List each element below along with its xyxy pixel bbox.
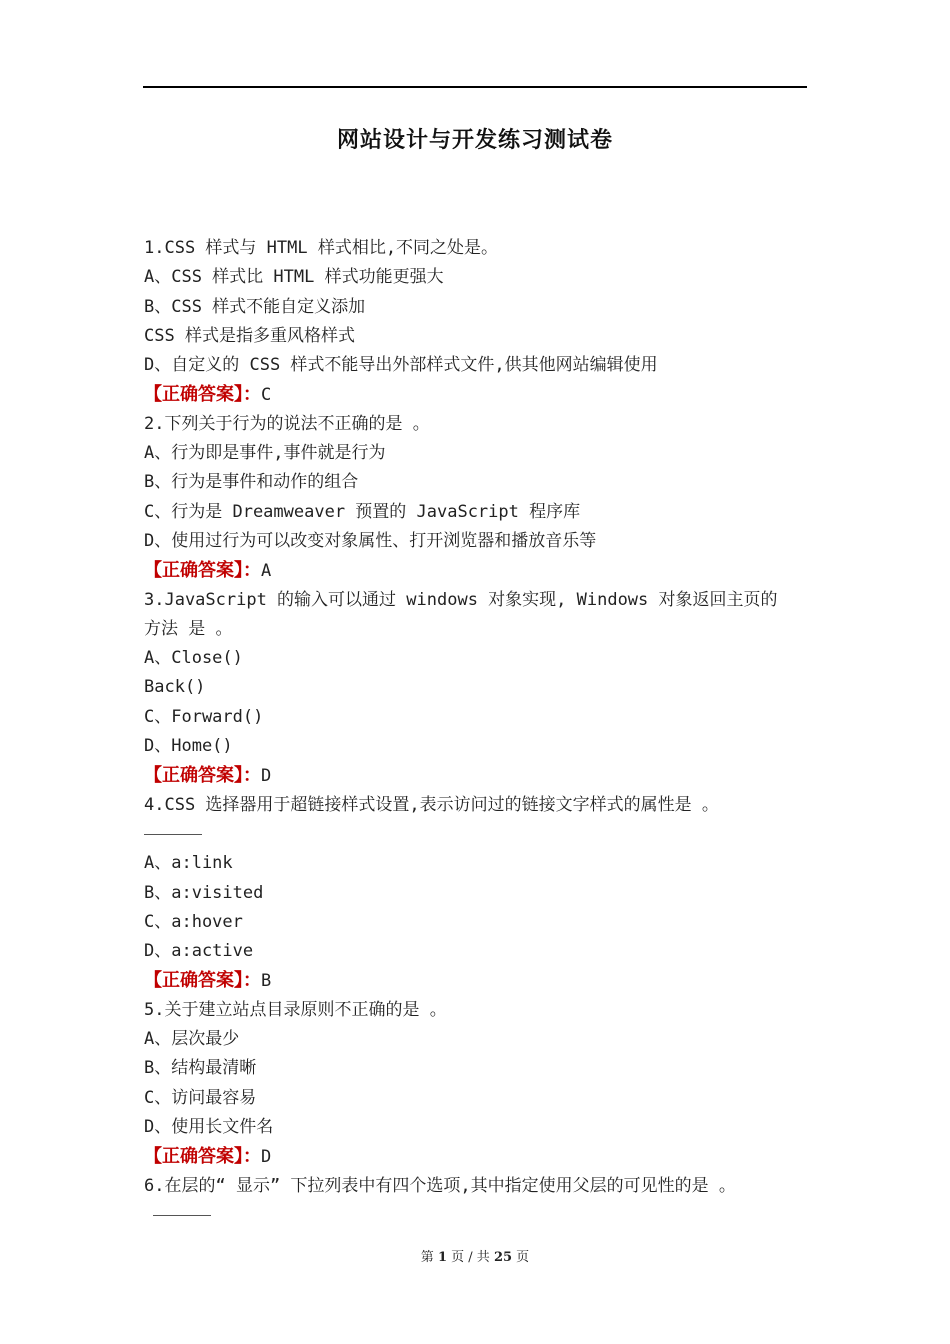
answer-label: 【正确答案】： [144, 1146, 261, 1168]
option: A、Close() [144, 648, 243, 669]
header-rule [143, 86, 807, 88]
option: C、行为是 Dreamweaver 预置的 JavaScript 程序库 [144, 501, 581, 522]
question-stem: 5.关于建立站点目录原则不正确的是 。 [144, 999, 447, 1020]
page-footer [0, 1246, 950, 1265]
fill-blank-line [144, 820, 809, 849]
option: C、访问最容易 [144, 1087, 257, 1108]
question-stem: 4.CSS 选择器用于超链接样式设置,表示访问过的链接文字样式的属性是 。 [144, 794, 719, 815]
answer-value: B [261, 971, 272, 992]
answer-value: D [261, 1147, 272, 1168]
current-page-number: 1 [437, 1250, 447, 1265]
answer-line [144, 556, 809, 585]
footer-middle: 页 / 共 [451, 1250, 490, 1265]
question-stem: 3.JavaScript 的输入可以通过 windows 对象实现, Windows 对象返回主页的 [144, 589, 778, 610]
answer-line [144, 761, 809, 790]
answer-value: D [261, 766, 272, 787]
question-stem: 6.在层的“ 显示” 下拉列表中有四个选项,其中指定使用父层的可见性的是 。 [144, 1175, 736, 1196]
answer-line [144, 380, 809, 409]
fill-blank-line [144, 1201, 809, 1230]
option: Back() [144, 677, 206, 698]
option: B、行为是事件和动作的组合 [144, 472, 359, 493]
option: B、a:visited [144, 882, 264, 903]
answer-label: 【正确答案】： [144, 970, 261, 992]
option: D、自定义的 CSS 样式不能导出外部样式文件,供其他网站编辑使用 [144, 355, 658, 376]
option: C、a:hover [144, 911, 243, 932]
answer-label: 【正确答案】： [144, 765, 261, 787]
option: A、行为即是事件,事件就是行为 [144, 443, 386, 464]
option: D、Home() [144, 736, 233, 757]
answer-value: A [261, 561, 272, 582]
option: A、CSS 样式比 HTML 样式功能更强大 [144, 267, 444, 288]
option: B、CSS 样式不能自定义添加 [144, 296, 366, 317]
option: B、结构最清晰 [144, 1058, 257, 1079]
option: A、层次最少 [144, 1029, 240, 1050]
option: C、Forward() [144, 706, 264, 727]
option: D、a:active [144, 941, 254, 962]
question-stem-continued: 方法 是 。 [144, 618, 233, 639]
option: CSS 样式是指多重风格样式 [144, 325, 355, 346]
answer-label: 【正确答案】： [144, 384, 261, 406]
question-stem: 1.CSS 样式与 HTML 样式相比,不同之处是。 [144, 238, 499, 258]
question-list [144, 234, 809, 1230]
document-title: 网站设计与开发练习测试卷 [336, 127, 613, 153]
footer-suffix: 页 [516, 1250, 530, 1265]
option: A、a:link [144, 853, 233, 874]
answer-line [144, 1142, 809, 1171]
question-stem: 2.下列关于行为的说法不正确的是 。 [144, 413, 430, 434]
answer-value: C [261, 385, 272, 406]
answer-line [144, 966, 809, 995]
option: D、使用过行为可以改变对象属性、打开浏览器和播放音乐等 [144, 530, 597, 551]
total-page-count: 25 [493, 1250, 513, 1265]
footer-prefix: 第 [420, 1250, 434, 1265]
answer-label: 【正确答案】： [144, 560, 261, 582]
option: D、使用长文件名 [144, 1116, 274, 1137]
